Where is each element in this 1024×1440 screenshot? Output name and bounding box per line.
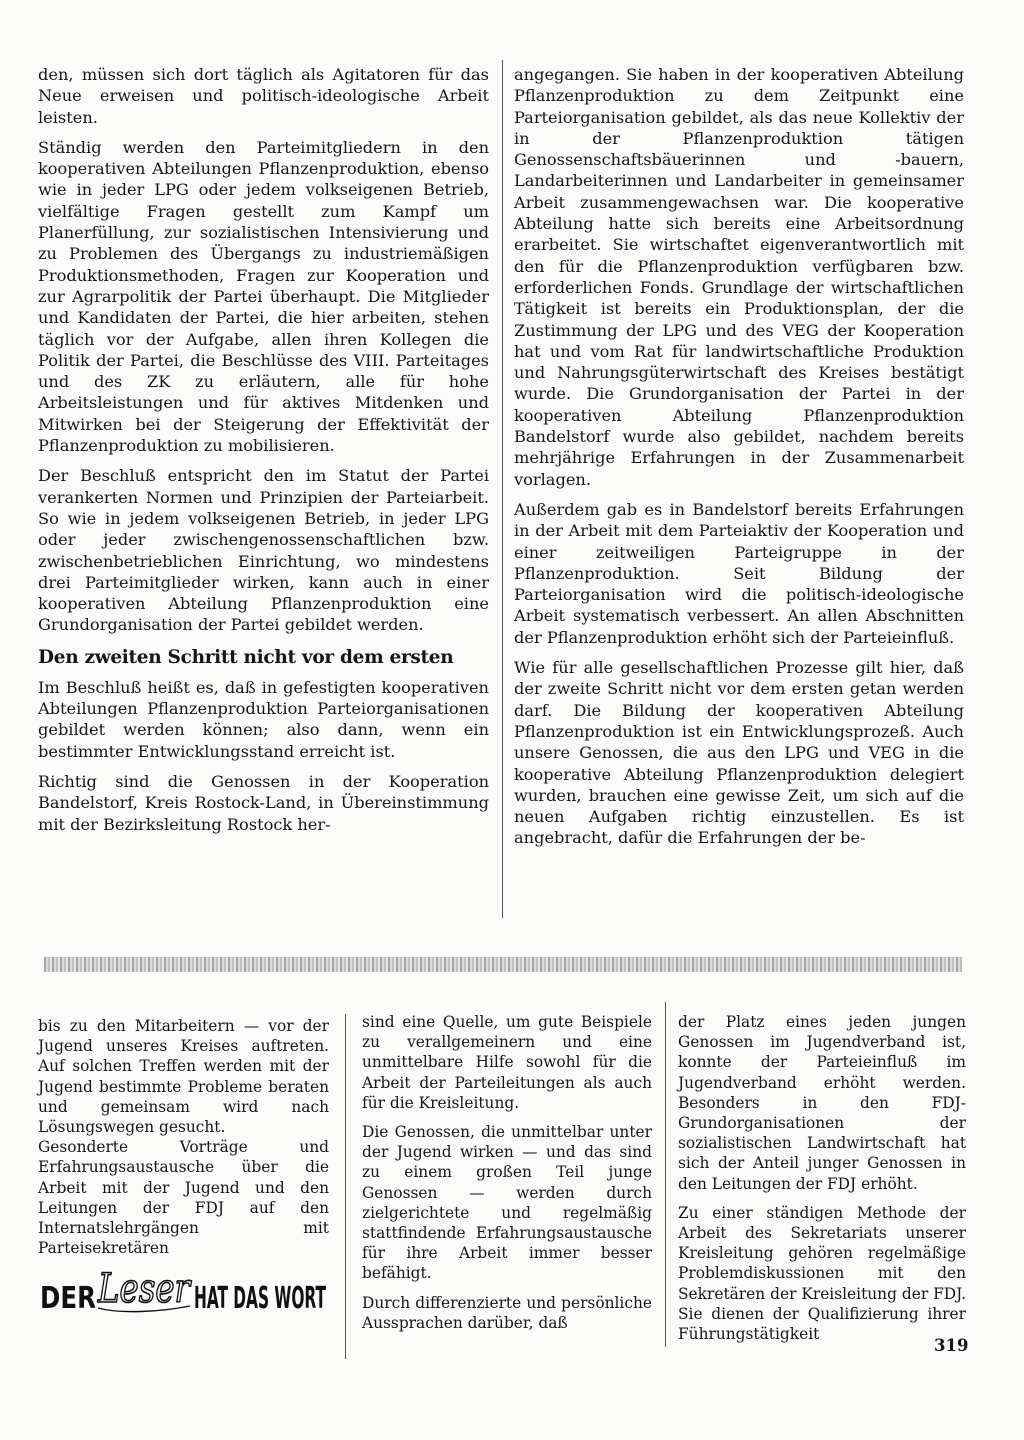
section-separator-band	[44, 957, 962, 972]
paragraph: angegangen. Sie haben in der kooperativen Abteilung Pflanzenproduktion zu dem Zeitpunkt eine Parteiorganisation gebildet, als das neue Kollektiv der in der Pflanzenproduktion tätigen Genossenschaftsbäuerinnen und -bauern, Landarbeiterinnen und Landarbeiter in gemeinsamer Arbeit zusammengewachsen war. Die kooperative Abteilung hatte sich bereits eine Arbeitsordnung erarbeitet. Sie wirtschaftet eigenverantwortlich mit den für die Pflanzenproduktion verfügbaren bzw. erforderlichen Fonds. Grundlage der wirtschaftlichen Tätigkeit ist bereits ein Produktionsplan, der die Zustimmung der LPG und des VEG der Kooperation hat und vom Rat für landwirtschaftliche Produktion und Nahrungsgüterwirtschaft des Kreises bestätigt wurde. Die Grundorganisation der Partei in der kooperativen Abteilung Pflanzenproduktion Bandelstorf wurde also gebildet, nachdem bereits mehrjährige Erfahrungen in der Zusammenarbeit vorlagen.	[514, 65, 964, 489]
rubric-leser-script: Leser	[97, 1266, 193, 1312]
paragraph: Außerdem gab es in Bandelstorf bereits Erfahrungen in der Arbeit mit dem Parteiaktiv der Kooperation und einer zeitweiligen Parteigruppe in der Pflanzenproduktion. Seit Bildung der Parteiorganisation wird die politisch-ideologische Arbeit systematisch verbessert. An allen Abschnitten der Pflanzenproduktion erhöht sich der Parteieinfluß.	[514, 499, 964, 647]
paragraph: Wie für alle gesellschaftlichen Prozesse gilt hier, daß der zweite Schritt nicht vor dem ersten getan werden darf. Die Bildung der kooperativen Abteilung Pflanzenproduktion ist ein Entwicklungsprozeß. Auch unsere Genossen, die aus den LPG und VEG in die kooperative Abteilung Pflanzenproduktion delegiert wurden, brauchen eine gewisse Zeit, um sich auf die neuen Aufgaben richtig einzustellen. Es ist angebracht, dafür die Erfahrungen der be-	[514, 658, 964, 848]
paragraph: Im Beschluß heißt es, daß in gefestigten kooperativen Abteilungen Pflanzenproduktion Parteiorganisationen gebildet werden können; also dann, wenn ein bestimmter Entwicklungsstand erreicht ist.	[38, 677, 489, 761]
letter-column-2	[362, 1012, 652, 1342]
column-divider	[345, 1014, 346, 1359]
paragraph: Zu einer ständigen Methode der Arbeit des Sekretariats unserer Kreisleitung gehören regelmäßige Problemdiskussionen mit den Sekretären der Kreisleitung der FDJ. Sie dienen der Qualifizierung ihrer Führungstätigkeit	[678, 1203, 966, 1344]
column-divider	[665, 1002, 666, 1347]
paragraph: Durch differenzierte und persönliche Aussprachen darüber, daß	[362, 1293, 652, 1332]
paragraph: den, müssen sich dort täglich als Agitatoren für das Neue erweisen und politisch-ideologische Arbeit leisten.	[38, 65, 489, 127]
rubric-logo-der-leser-hat-das-wort	[40, 1262, 330, 1320]
rubric-der: DER	[40, 1281, 97, 1316]
paragraph: Ständig werden den Parteimitgliedern in den kooperativen Abteilungen Pflanzenproduktion, ebenso wie in jeder LPG oder jedem volkseigenen Betrieb, vielfältige Fragen gestellt zum Kampf um Planerfüllung, zur sozialistischen Intensivierung und zu Problemen des Übergangs zu industriemäßigen Produktionsmethoden, Fragen zur Kooperation und zur Agrarpolitik der Partei überhaupt. Die Mitglieder und Kandidaten der Partei, die hier arbeiten, stehen täglich vor der Aufgabe, allen ihren Kollegen die Politik der Partei, die Beschlüsse des VIII. Parteitages und des ZK zu erläutern, alle für hohe Arbeitsleistungen und für aktives Mitdenken und Mitwirken bei der Steigerung der Effektivität der Pflanzenproduktion zu mobilisieren.	[38, 137, 489, 456]
paragraph: sind eine Quelle, um gute Beispiele zu verallgemeinern und eine unmittelbare Hilfe sowohl für die Arbeit der Parteileitungen als auch für die Kreisleitung.	[362, 1013, 652, 1112]
page-number: 319	[934, 1336, 969, 1355]
letter-column-1	[38, 1016, 329, 1267]
paragraph: Der Beschluß entspricht den im Statut der Partei verankerten Normen und Prinzipien der Parteiarbeit. So wie in jedem volkseigenen Betrieb, in jeder LPG oder jeder zwischengenossenschaftlichen bzw. zwischenbetrieblichen Einrichtung, wo mindestens drei Parteimitglieder wirken, kann auch in einer kooperativen Abteilung Pflanzenproduktion eine Grundorganisation der Partei gebildet werden.	[38, 466, 489, 635]
article-column-top-right	[514, 64, 964, 858]
paragraph: der Platz eines jeden jungen Genossen im Jugendverband ist, konnte der Parteieinfluß im Jugendverband erhöht werden. Besonders in den FDJ-Grundorganisationen der sozialistischen Landwirtschaft hat sich der Anteil junger Genossen in den Leitungen der FDJ erhöht.	[678, 1013, 966, 1193]
column-divider	[502, 60, 503, 918]
paragraph: Gesonderte Vorträge und Erfahrungsaustausche über die Arbeit mit der Jugend und den Leitungen der FDJ auf den Internatslehrgängen mit Parteisekretären	[38, 1138, 329, 1258]
section-subheading: Den zweiten Schritt nicht vor dem ersten	[38, 646, 454, 668]
paragraph: Die Genossen, die unmittelbar unter der Jugend wirken — und das sind zu einem großen Teil junge Genossen — werden durch zielgerichtete und regelmäßig stattfindende Erfahrungsaustausche für ihre Arbeit immer besser befähigt.	[362, 1123, 652, 1283]
paragraph: bis zu den Mitarbeitern — vor der Jugend unseres Kreises auftreten. Auf solchen Treffen werden mit der Jugend bestimmte Probleme beraten und gemeinsam wird nach Lösungswegen gesucht.	[38, 1017, 329, 1137]
paragraph: Richtig sind die Genossen in der Kooperation Bandelstorf, Kreis Rostock-Land, in Übereinstimmung mit der Bezirksleitung Rostock her-	[38, 771, 489, 834]
letter-column-3	[678, 1012, 969, 1355]
article-column-top-left	[38, 64, 489, 844]
rubric-hat-das-wort: HAT DAS WORT	[194, 1281, 327, 1316]
